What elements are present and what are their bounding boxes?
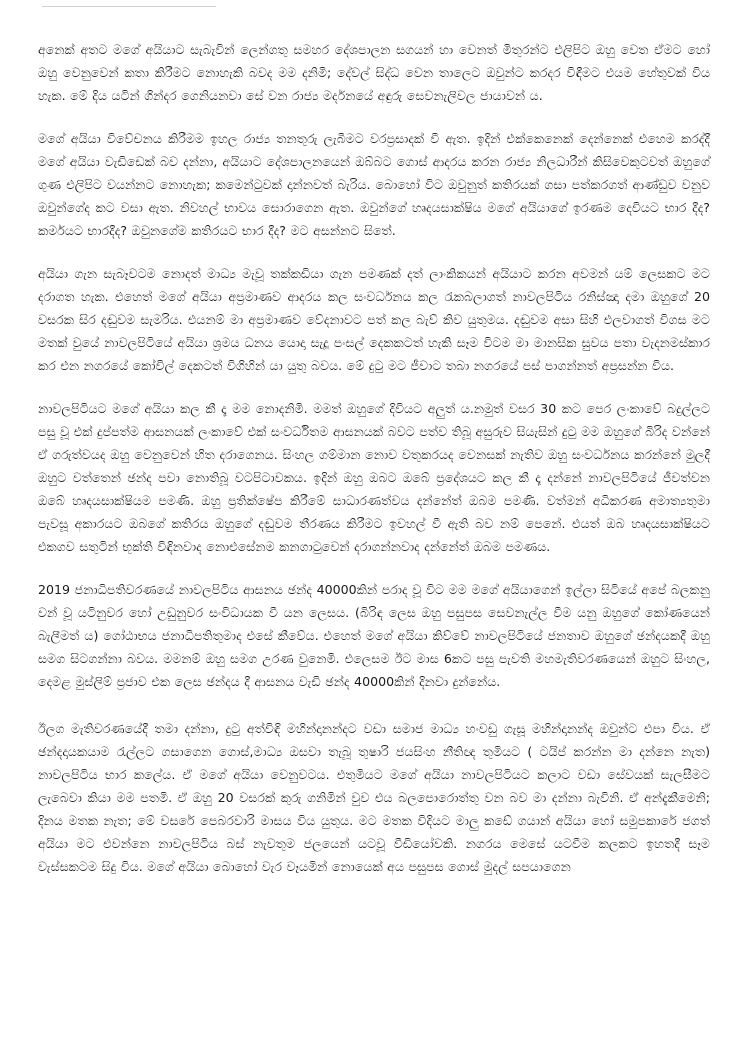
top-divider bbox=[42, 6, 216, 7]
paragraph-4: නාවලපිටියට මගේ අයියා කල කී දෑ මම නොදනිමි. මමත් ඔහුගේ දිවියට අලුත් ය.නමුත් වසර 30 කට පෙර ලංකාවේ බදුල්ලට පසු වූ එක් දුප්පත්ම ආසනයක් ලංකාවේ එක් සංවර්ධිතම ආසනයක් බවට පත්ව තිබූ අසුරුව සියැසින් දුටු මම ඔහුගේ බිරිද වන්නේ ඒ ගරුත්වයද ඔහු වෙනුවෙන් හිත දරාගෙනය. සිංහල ගම්මාන නොව වතුකරයද වෙනසක් නැතිව ඔහු සංවර්ධනය කරන්නේ මුලදී ඔහුට වත්තෙන් ඡන්ද පවා නොතිබූ වටපිටාවකය. ඉදින් ඔහු ඔබට ඔබේ ප්‍රදේශයට කල කී දෑ දන්නේ නාවලපිටියේ ජීවත්වන ඔබේ හෘදයසාක්ෂියම පමණි. ඔහු ප්‍රතික්ෂේප කිරීමේ සාධාරණත්වය දන්නේත් ඔබම පමණි. වත්මන් අධිකරණ අමාත්‍යතුමා පැවසූ අකාරයට ඔබගේ කතිරය ඔහුගේ දඬුවම තීරණය කිරීමට ඉවහල් වී ඇති බව නම් පෙනේ. එයත් ඔබ හෘදයසාක්ෂියට එකගව සතුටින් භුක්ති විඳිනවාද නොඑසේනම කනගාටුවෙන් දරාගන්නවාද දන්නේත් ඔබම පමණය. bbox=[38, 401, 710, 554]
paragraph-3: අයියා ගැන සැබෑවටම නොදත් මාධ්‍ය මැවූ තක්කඩියා ගැන පමණක් දත් ලාංකිකයන් අයියාට කරන අවමන් යම් ලෙසකට මට දරාගත හැක. එහෙත් මගේ අයියා අප්‍රමාණව ආදරය කල සංවර්ධනය කල රැකබලාගත් නාවලපිටිය රනිස්ඤා දමා ඔහුගේ 20 වසරක සිර දඬුවම සැමරිය. එයනම් මා අප්‍රමාණව වේදනාවට පත් කල බැව් කිව යුතුමය. දඬුවම අසා සිහි එලවාගත් විගස මට මතක් වුයේ නාවලපිටියේ අයියා ශ්‍රමය ධනය යොදා සැදූ පංසල් දෙකකටත් හැකි සෑම විටම මා මානසික සුවය පතා වැදනමස්කාර කර එන නගරයේ කෝවිල් දෙකටත් විගිහින් යා යුතු බවය. මේ දුටු මට ජීවාට තබා නගරයේ පස් පාගන්නත් අප්‍රසන්න විය. bbox=[38, 266, 710, 373]
paragraph-6: ඊලග මැතිවරණයේදී තමා දන්නා, දුටු අත්විඳි මහින්දානන්දට වඩා සමාජ මාධ්‍ය හංවඩු ගැසූ මහින්දානන්ද ඔවුන්ට එපා විය. ඒ ඡන්දදායකයාම රැල්ලට ගසාගෙන ගොස්,මාධ්‍ය ඔසවා තැබූ තුෂාරි ජයසිංහ නීතිඥ තුමියට ( ටයිප් කරන්න මා දන්නෙ නැත) නාවලපිටිය භාර කලේය. ඒ මගේ අයියා වෙනුවටය. එතුමියට මගේ අයියා නාවලපිටියට කලාට වඩා සේවයක් සැලසීමට ලැබෙවා කියා මම පතමි. ඒ ඔහු 20 වසරක් කුරු ගනිමින් වුව එය බලපොරොත්තු වන බව මා දන්නා බැවිනි. ඒ අන්දැකීමෙනි; දිනය මතක නැත; මේ වසරේ පෙබරවාරි මාසය විය යුතුය. මට මතක විදියට මාලු කඩේ ගයාන් අයියා හෝ සමුපකාරේ ජගත් අයියා මට එවන්නෙ නාවලපිටිය බස් නැවතුම ජලයෙන් යටවූ වීඩියෝවකි. නගරය මෙසේ යටවීම කලකට ඉහතදී සෑම වැස්සකටම සිදු විය. මගේ අයියා බොහෝ වැර වෑයමින් නොයෙක් අය පසුපස ගොස් මුදල් සපයාගෙන bbox=[38, 721, 710, 874]
paragraph-2: මගේ අයියා විවේචනය කිරීමම ඉහල රාජ්‍ය තනතුරු ලැබීමට වරප්‍රසාදක් වී ඇත. ඉදින් එක්කෙනෙක් දෙන්නෙක් එහෙම කරද්දී මගේ අයියා වැඩිඩෙක් බව දන්නා, අයියාට දේශපාලනයෙන් ඔබ්බට ගොස් ආදරය කරන රාජ්‍ය නිලධාරීන් කිසිවෙකුටවත් ඔහුගේ ගුණ එලිපිට වයන්නට නොහැක; කමෙන්ටුවක් දාන්නවත් බැරිය. බොහෝ විට ඔවුනුත් කතිරයක් ගසා පත්කරගත් ආණ්ඩුව වනුව ඔවුන්ගේද කට වසා ඇත. නිවහල් භාවය සොරාගෙන ඇත. ඔවුන්ගේ හෘදයසාක්ෂිය මගේ අයියාගේ ඉරණම දෙවියට භාර දීද? කර්මයට භාරදීද? ඔවුනගේම කතිරයට භාර දීද? මට අසන්නට සිතේ. bbox=[38, 131, 710, 238]
paragraph-1: අනෙක් අතට මගේ අයියාට සැබැවින් ලෙන්ගතු සමහර දේශපාලන සගයන් හා වෙනත් මිතුරන්ට එලිපිට ඔහු වෙත ඒමට හෝ ඔහු වෙනුවෙන් කතා කිරීමට නොහැකි බවද මම දනිමි; දේවල් සිද්ධ වෙන තාලෙට ඔවුන්ට කරදර විඳීමට එයම හේතුවක් විය හැක. මේ දිය යටින් ගින්දර ගෙනියනවා සේ වන රාජ්‍ය මර්දනයේ අඳුරු සෙවනැලිවල ජායාවන් ය. bbox=[38, 42, 710, 103]
article-body bbox=[38, 38, 710, 878]
paragraph-5: 2019 ජනාධිපතිවරණයේ නාවලපිටිය ආසනය ඡන්ද 40000කින් පරාද වූ විට මම මගේ අයියාගෙන් ඉල්ලා සිටියේ අපේ බලකනු වන් වූ යටිනුවර හෝ උඩුනුවර සංවිධායක වී යන ලෙසය. (බිරිඳ ලෙස ඔහු පසුපස සෙවනැල්ල වීම යනු ඔහුගේ කෝණයෙන් බැලීමත් ය) ගෝඨාභය ජනාධිපතිතුමාද එසේ කීවේය. එහෙත් මගේ අයියා කිව්වේ නාවලපිටියේ ජනතාව ඔහුගේ ඡන්දයකදී ඔහු සමග සිටගන්නා බවය. මමනම් ඔහු සමග උරණ වුනෙමි. එලෙසම ඊට මාස 6කට පසු පැවති මහමැතිවරණයෙන් ඔහුට සිංහල, දෙමළ මුස්ලිම් ප්‍රජාව එක ලෙස ඡන්දය දී ආසනය වැඩි ඡන්ද 40000කින් දිනවා දුන්නේය. bbox=[38, 582, 710, 689]
